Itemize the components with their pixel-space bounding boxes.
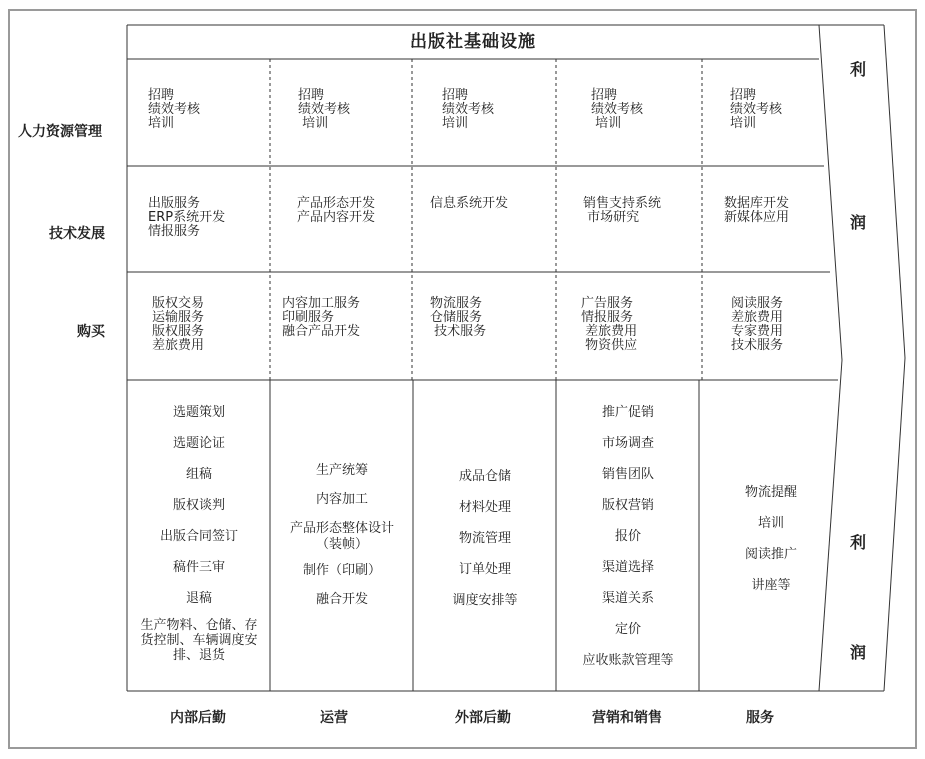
list-item: 销售团队 <box>601 467 654 482</box>
list-item: 调度安排等 <box>452 593 518 608</box>
list-item: 退稿 <box>185 591 212 606</box>
list-item: 成品仓储 <box>458 469 511 484</box>
margin-char: 利 <box>850 533 867 552</box>
list-item: 生产物料、仓储、存 <box>140 618 258 633</box>
cell-hr-5: 招聘 绩效考核 培训 <box>730 88 783 131</box>
diagram-title: 出版社基础设施 <box>410 32 536 52</box>
margin-char: 润 <box>850 643 867 662</box>
cell-purchase-4: 广告服务 情报服务 差旅费用 物资供应 <box>581 296 638 353</box>
bottom-label-service: 服务 <box>746 710 774 726</box>
primary-marketing-sales <box>557 401 699 680</box>
list-item: 融合开发 <box>315 592 368 607</box>
list-item: 物流提醒 <box>744 485 797 500</box>
primary-operations <box>271 459 413 617</box>
bottom-label-operations: 运营 <box>320 710 348 726</box>
margin-char: 利 <box>850 60 867 79</box>
cell-hr-2: 招聘 绩效考核 培训 <box>298 88 351 131</box>
list-item: 版权谈判 <box>172 498 225 513</box>
row-label-tech: 技术发展 <box>49 226 105 242</box>
list-item: 阅读推广 <box>744 547 797 562</box>
list-item: （装帧） <box>315 537 368 552</box>
list-item: 应收账款管理等 <box>582 653 674 668</box>
list-item: 物流管理 <box>458 531 511 546</box>
list-item: 组稿 <box>185 467 212 482</box>
cell-tech-1: 出版服务 ERP系统开发 情报服务 <box>148 196 226 239</box>
primary-inbound-logistics <box>128 401 270 663</box>
list-item: 定价 <box>614 622 641 637</box>
bottom-label-inbound: 内部后勤 <box>170 710 226 726</box>
list-item: 货控制、车辆调度安 <box>140 633 258 648</box>
list-item: 选题论证 <box>172 436 225 451</box>
cell-purchase-1: 版权交易 运输服务 版权服务 差旅费用 <box>152 296 205 353</box>
list-item: 排、退货 <box>172 648 225 663</box>
list-item: 渠道关系 <box>601 591 654 606</box>
row-label-hr: 人力资源管理 <box>18 124 102 140</box>
cell-hr-3: 招聘 绩效考核 培训 <box>442 88 495 131</box>
bottom-label-outbound: 外部后勤 <box>455 710 511 726</box>
list-item: 材料处理 <box>458 500 511 515</box>
primary-service <box>700 481 842 605</box>
list-item: 报价 <box>614 529 641 544</box>
list-item: 渠道选择 <box>601 560 654 575</box>
cell-tech-4: 销售支持系统 市场研究 <box>583 196 662 225</box>
margin-char: 润 <box>850 213 867 232</box>
list-item: 选题策划 <box>172 405 225 420</box>
cell-purchase-3: 物流服务 仓储服务 技术服务 <box>430 296 487 339</box>
list-item: 版权营销 <box>601 498 654 513</box>
list-item: 培训 <box>757 516 784 531</box>
list-item: 稿件三审 <box>172 560 225 575</box>
list-item: 讲座等 <box>751 578 791 593</box>
cell-purchase-5: 阅读服务 差旅费用 专家费用 技术服务 <box>731 296 784 353</box>
cell-tech-5: 数据库开发 新媒体应用 <box>724 196 790 225</box>
list-item: 生产统筹 <box>315 463 368 478</box>
list-item: 内容加工 <box>315 492 368 507</box>
list-item: 产品形态整体设计 <box>289 521 394 536</box>
bottom-label-marketing: 营销和销售 <box>592 710 662 726</box>
cell-hr-4: 招聘 绩效考核 培训 <box>591 88 644 131</box>
cell-purchase-2: 内容加工服务 印刷服务 融合产品开发 <box>282 296 361 339</box>
cell-tech-2: 产品形态开发 产品内容开发 <box>297 196 376 225</box>
cell-tech-3: 信息系统开发 <box>430 196 509 211</box>
list-item: 市场调查 <box>601 436 654 451</box>
list-item: 制作（印刷） <box>302 563 381 578</box>
list-item: 订单处理 <box>458 562 511 577</box>
list-item: 推广促销 <box>601 405 654 420</box>
primary-outbound-logistics <box>414 465 556 620</box>
row-label-purchase: 购买 <box>77 324 105 340</box>
cell-hr-1: 招聘 绩效考核 培训 <box>148 88 201 131</box>
list-item: 出版合同签订 <box>159 529 238 544</box>
